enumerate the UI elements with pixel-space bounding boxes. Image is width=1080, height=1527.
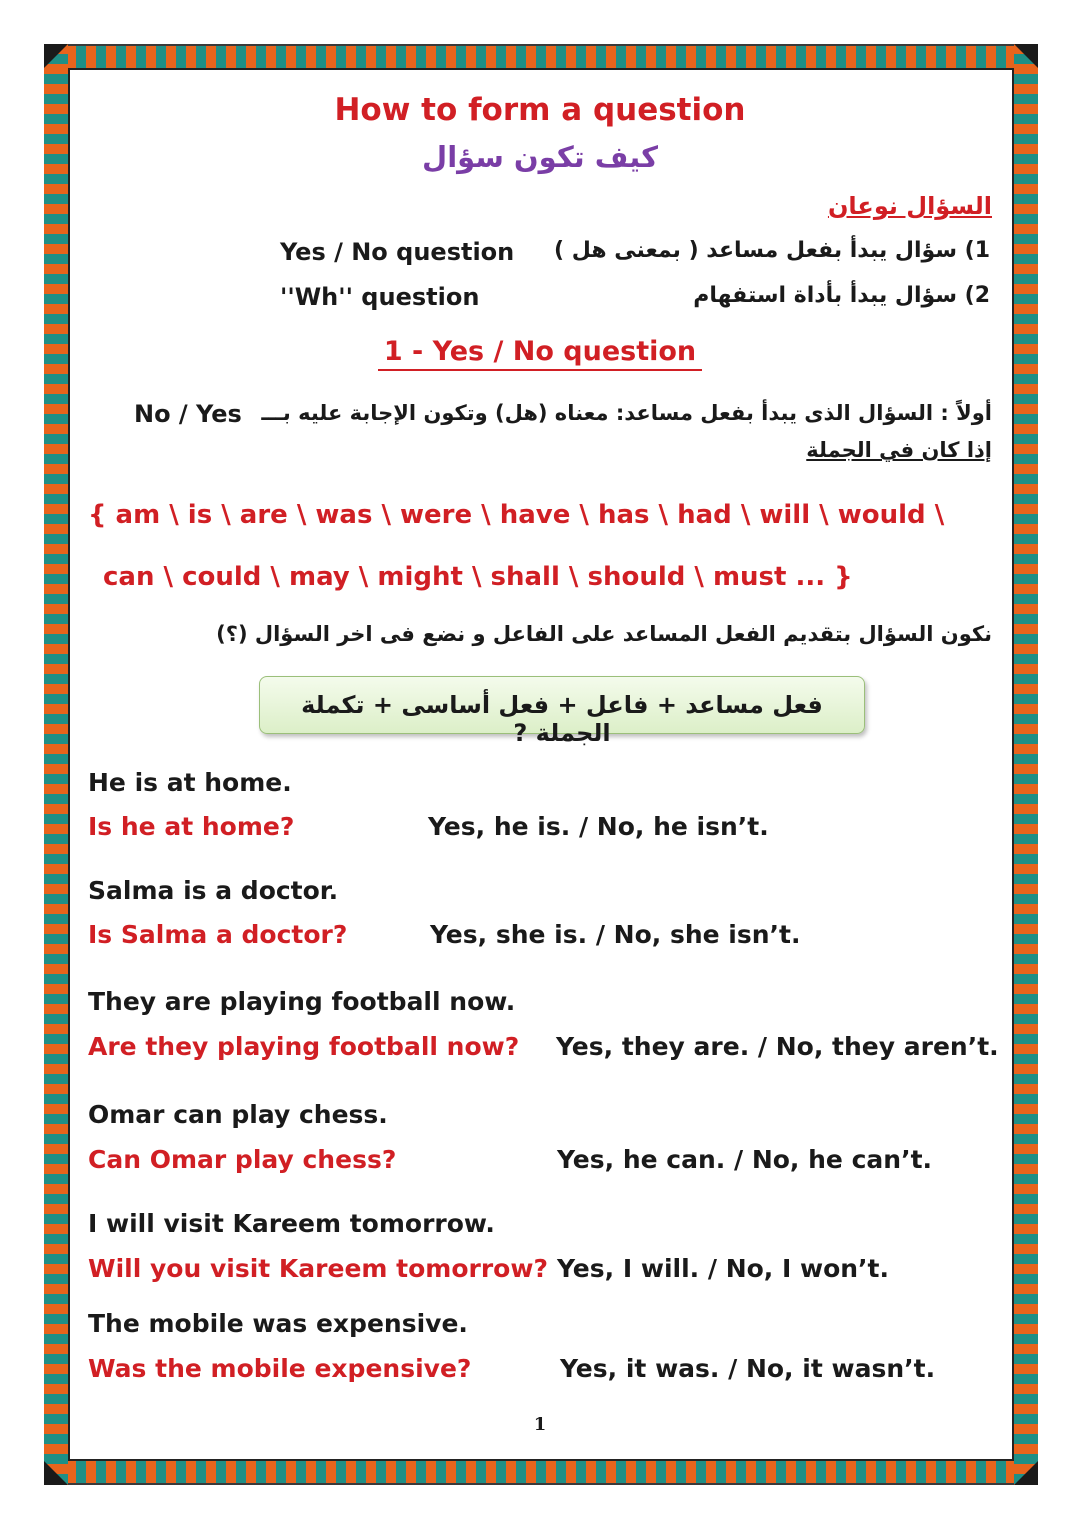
formula-box [259, 676, 865, 747]
type-2-arabic: 2) سؤال يبدأ بأداة استفهام [693, 283, 990, 308]
example-question: Is Salma a doctor? [88, 920, 348, 949]
example-answer: Yes, he is. / No, he isn’t. [428, 812, 769, 841]
example-question: Was the mobile expensive? [88, 1354, 472, 1383]
type-2-english: ''Wh'' question [280, 283, 480, 311]
page-border-right [1014, 44, 1038, 1485]
auxiliary-list-line-2: can \ could \ may \ might \ shall \ should \ must ... } [103, 562, 853, 592]
example-answer: Yes, she is. / No, she isn’t. [430, 920, 801, 949]
example-question: Are they playing football now? [88, 1032, 520, 1061]
types-heading: السؤال نوعان [827, 192, 992, 220]
example-answer: Yes, he can. / No, he can’t. [557, 1145, 933, 1174]
example-answer: Yes, they are. / No, they aren’t. [556, 1032, 999, 1061]
page-content-area [68, 68, 1014, 1461]
example-statement: They are playing football now. [88, 987, 516, 1016]
rule-1-arabic-cont: إذا كان في الجملة [806, 438, 992, 462]
example-statement: Salma is a doctor. [88, 876, 339, 905]
auxiliary-list-line-1: { am \ is \ are \ was \ were \ have \ has \ had \ will \ would \ [88, 500, 945, 530]
example-question: Can Omar play chess? [88, 1145, 397, 1174]
page-border-left [44, 44, 68, 1485]
example-answer: Yes, I will. / No, I won’t. [557, 1254, 890, 1283]
example-question: Will you visit Kareem tomorrow? [88, 1254, 548, 1283]
type-1-english: Yes / No question [280, 238, 515, 266]
type-1-arabic: 1) سؤال يبدأ بفعل مساعد ( بمعنى هل ) [553, 238, 990, 263]
page-number: 1 [533, 1414, 547, 1435]
rule-1-arabic: أولاً : السؤال الذى يبدأ بفعل مساعد: معناه (هل) وتكون الإجابة عليه بـــ [261, 401, 992, 425]
rule-1-yes-no: No / Yes [134, 400, 242, 428]
formula-text: فعل مساعد + فاعل + فعل أساسى + تكملة الجملة ? [301, 691, 823, 747]
page-title: How to form a question [334, 92, 746, 128]
page-subtitle-arabic: كيف تكون سؤال [422, 140, 658, 174]
example-statement: Omar can play chess. [88, 1100, 388, 1129]
rule-2-arabic: نكون السؤال بتقديم الفعل المساعد على الفاعل و نضع فى اخر السؤال (؟) [216, 622, 992, 646]
example-answer: Yes, it was. / No, it wasn’t. [560, 1354, 936, 1383]
example-statement: The mobile was expensive. [88, 1309, 468, 1338]
section-heading [0, 336, 1080, 367]
example-question: Is he at home? [88, 812, 295, 841]
example-statement: He is at home. [88, 768, 292, 797]
section-heading-text: 1 - Yes / No question [378, 336, 702, 371]
example-statement: I will visit Kareem tomorrow. [88, 1209, 495, 1238]
